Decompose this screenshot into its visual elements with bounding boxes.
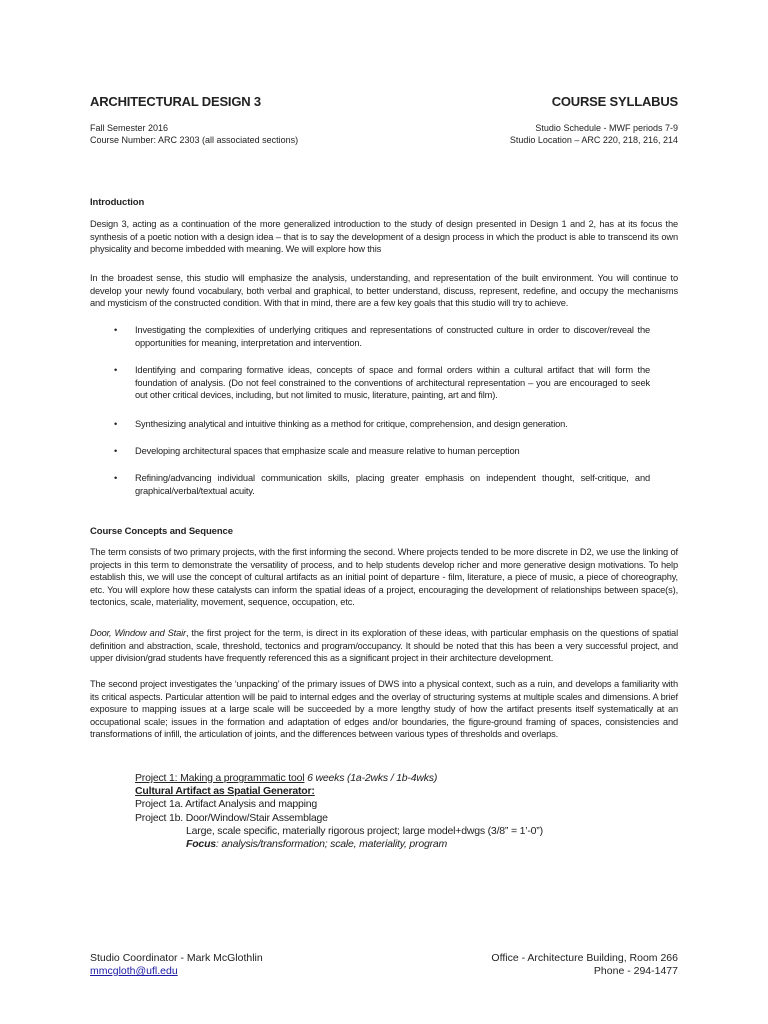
concepts-paragraph-3: The second project investigates the ‘unpacking’ of the primary issues of DWS into a physical context, such as a ruin, and develops a familiarity with its critical aspects. Particular attention will be paid to internal edges and the overlay of structuring systems at multiple scales and dimensions. A brief exposure to mapping issues at a large scale will be succeeded by a more lengthy study of how the artifact presents itself systematically at an occupational scale; issues in the formation and adaptation of edges and/or boundaries, the figure-ground framing of spaces, consistencies and transformations of infill, the articulation of joints, and the differences between various types of thresholds and overlaps. — [90, 679, 678, 740]
course-meta-right — [510, 122, 678, 146]
concepts-paragraph-1: The term consists of two primary projects, with the first informing the second. Where projects tended to be more discrete in D2, we use the linking of projects in this term to demonstrate the versatility of process, and to help students develop richer and more generative design motivations. To help establish this, we will use the concept of cultural artifacts as an initial point of departure - film, literature, a piece of music, a piece of choreography, etc. You will explore how these catalysts can inform the spatial ideas of a project, encouraging the development of relationships between space(s), tectonics, scale, materiality, movement, sequence, occupation, etc. — [90, 547, 678, 608]
project-1b: Project 1b. Door/Window/Stair Assemblage — [135, 811, 328, 824]
page-footer — [90, 952, 678, 978]
goal-item — [90, 445, 650, 458]
studio-schedule: Studio Schedule - MWF periods 7-9 — [535, 123, 678, 133]
project-1b-description: Large, scale specific, materially rigorous project; large model+dwgs (3/8” = 1’-0”) — [186, 824, 543, 837]
course-number: Course Number: ARC 2303 (all associated sections) — [90, 135, 299, 145]
project-theme: Cultural Artifact as Spatial Generator: — [135, 785, 315, 798]
goal-text: Developing architectural spaces that emphasize scale and measure relative to human perception — [135, 446, 520, 456]
goal-text: Refining/advancing individual communication skills, placing greater emphasis on independent thought, self-critique, and graphical/verbal/textual acuity. — [135, 473, 650, 496]
project-1-duration: 6 weeks (1a-2wks / 1b-4wks) — [307, 772, 438, 784]
introduction-heading: Introduction — [90, 197, 145, 208]
concepts-paragraph-2 — [90, 627, 678, 665]
footer-right — [491, 952, 678, 978]
intro-paragraph-2: In the broadest sense, this studio will emphasize the analysis, understanding, and representation of the built environment. You will continue to develop your newly found vocabulary, both verbal and graphical, to better understand, discuss, represent, redefine, and occupy the mechanisms and mysticism of the constructed condition. With that in mind, there are a few key goals that this studio will try to achieve. — [90, 273, 678, 309]
bullet-icon: • — [114, 473, 118, 483]
project-block — [135, 772, 543, 851]
bullet-icon: • — [114, 325, 118, 335]
footer-left — [90, 952, 263, 978]
document-type: COURSE SYLLABUS — [551, 94, 678, 109]
project-focus — [135, 838, 543, 851]
project-name-italic: Door, Window and Stair — [90, 628, 186, 638]
goal-item — [90, 418, 650, 431]
concepts-paragraph-2-text: , the first project for the term, is direct in its exploration of these ideas, with particular emphasis on the questions of spatial definition and abstraction, scale, threshold, tectonics and program/occupancy. It should be noted that this has been a very successful project, and upper division/grad students have frequently referenced this as a significant project in their architecture development. — [90, 628, 678, 664]
semester: Fall Semester 2016 — [90, 123, 169, 133]
office-location: Office - Architecture Building, Room 266 — [491, 952, 678, 964]
office-phone: Phone - 294-1477 — [593, 965, 678, 977]
goal-text: Investigating the complexities of underlying critiques and representations of constructed culture in order to discover/reveal the opportunities for meaning, interpretation and intervention. — [135, 325, 650, 348]
coordinator-email-link[interactable]: mmcgloth@ufl.edu — [90, 965, 178, 977]
course-meta — [90, 122, 678, 146]
concepts-heading: Course Concepts and Sequence — [90, 526, 233, 537]
project-1a: Project 1a. Artifact Analysis and mapping — [135, 798, 318, 811]
project-1-label: Project 1: Making a programmatic tool — [135, 772, 305, 784]
studio-coordinator: Studio Coordinator - Mark McGlothlin — [90, 952, 263, 964]
bullet-icon: • — [114, 365, 118, 375]
focus-label: Focus — [186, 838, 216, 851]
focus-text: : analysis/transformation; scale, materiality, program — [215, 838, 448, 851]
studio-location: Studio Location – ARC 220, 218, 216, 214 — [509, 135, 678, 145]
project-1-line — [135, 772, 543, 785]
intro-paragraph-1: Design 3, acting as a continuation of the more generalized introduction to the study of design presented in Design 1 and 2, has at its focus the synthesis of a poetic notion with a design idea – that is to say the development of a design process in which the product is able to transcend its own physicality and become imbedded with meaning. We will explore how this — [90, 219, 678, 255]
goal-item — [90, 472, 650, 497]
course-title: ARCHITECTURAL DESIGN 3 — [90, 94, 261, 109]
bullet-icon: • — [114, 419, 118, 429]
document-header — [90, 94, 678, 109]
bullet-icon: • — [114, 446, 118, 456]
goal-item — [90, 324, 650, 349]
goal-text: Synthesizing analytical and intuitive thinking as a method for critique, comprehension, and design generation. — [135, 419, 568, 429]
goal-item — [90, 364, 650, 402]
goal-text: Identifying and comparing formative ideas, concepts of space and formal orders within a cultural artifact that will form the foundation of analysis. (Do not feel constrained to the conventions of architectural representation – you are encouraged to seek out other critical devices, including, but not limited to music, literature, painting, art and film). — [135, 365, 650, 401]
course-meta-left — [90, 122, 298, 146]
